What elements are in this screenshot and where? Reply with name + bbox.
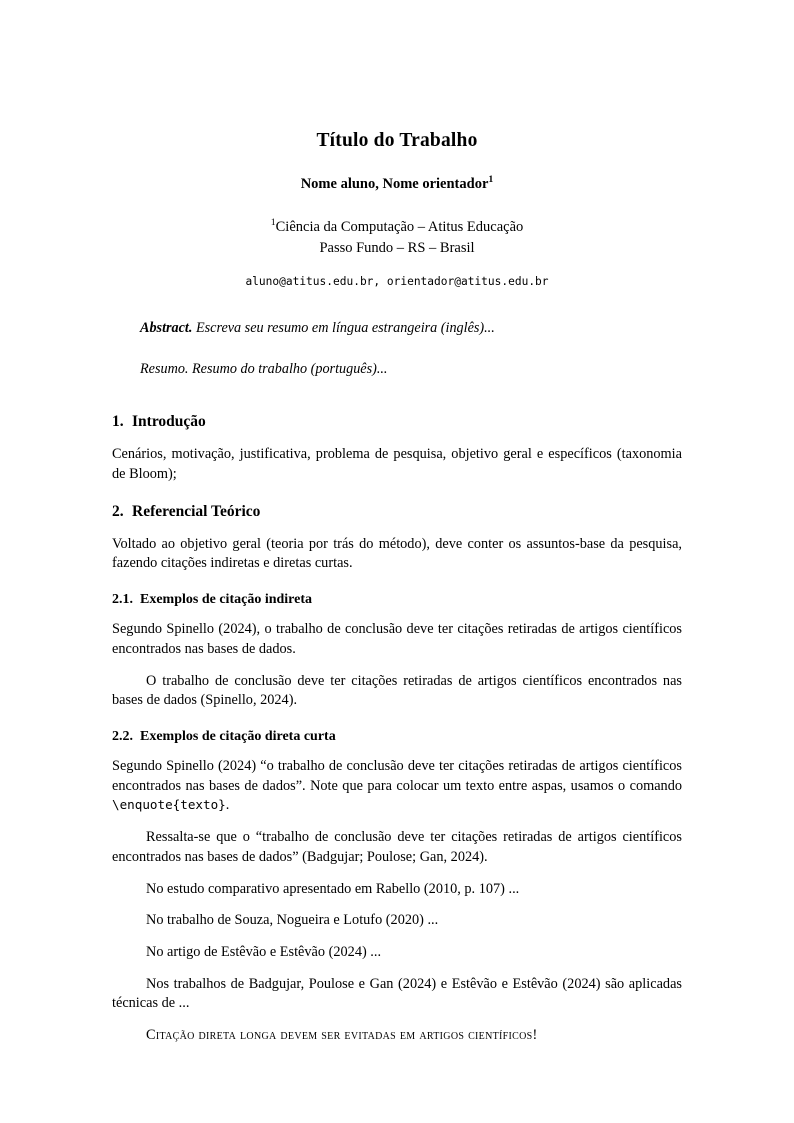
subsection-paragraph: Ressalta-se que o “trabalho de conclusão deve ter citações retiradas de artigos científicos encontrados nas bases de dados” (Badgujar; Poulose; Gan, 2024). — [112, 829, 682, 865]
page-title: Título do Trabalho — [316, 130, 478, 151]
subsection-paragraph-smallcaps: Citação direta longa devem ser evitadas em artigos científicos! — [146, 1027, 538, 1044]
resumo-text: Resumo do trabalho (português)... — [192, 360, 388, 377]
section-title: Introdução — [132, 413, 206, 431]
subsection-number: 2.1. — [112, 592, 133, 608]
author-emails: aluno@atitus.edu.br, orientador@atitus.edu.br — [245, 275, 549, 289]
section-title: Referencial Teórico — [132, 502, 261, 520]
resumo-block — [112, 359, 682, 380]
author-line — [112, 176, 682, 193]
section-number: 1. — [112, 413, 124, 431]
subsection-paragraph: O trabalho de conclusão deve ter citações retiradas de artigos científicos encontrados nas bases de dados (Spinello, 2024). — [112, 672, 682, 709]
section-number: 2. — [112, 502, 124, 520]
paragraph-text-part-2: . — [225, 797, 230, 814]
abstract-label: Abstract. — [140, 320, 193, 337]
subsection-heading-citacao-indireta — [112, 592, 682, 608]
section-paragraph: Cenários, motivação, justificativa, problema de pesquisa, objetivo geral e específicos (taxonomia de Bloom); — [112, 446, 682, 482]
subsection-paragraph: No estudo comparativo apresentado em Rabello (2010, p. 107) ... — [146, 880, 520, 897]
subsection-number: 2.2. — [112, 728, 133, 744]
author-footnote-marker: 1 — [488, 174, 494, 186]
subsection-paragraph: Nos trabalhos de Badgujar, Poulose e Gan (2024) e Estêvão e Estêvão (2024) são aplicadas técnicas de ... — [112, 975, 682, 1012]
subsection-title: Exemplos de citação indireta — [140, 592, 313, 608]
section-paragraph: Voltado ao objetivo geral (teoria por trás do método), deve conter os assuntos-base da pesquisa, fazendo citações indiretas e diretas curtas. — [112, 535, 682, 572]
affiliation-block — [112, 217, 682, 259]
affiliation-line-2: Passo Fundo – RS – Brasil — [319, 240, 475, 257]
author-names: Nome aluno, Nome orientador — [300, 176, 489, 192]
abstract-text: Escreva seu resumo em língua estrangeira (inglês)... — [195, 320, 495, 337]
section-heading-introducao — [112, 413, 682, 431]
subsection-paragraph — [112, 757, 682, 816]
subsection-paragraph: Segundo Spinello (2024), o trabalho de conclusão deve ter citações retiradas de artigos científicos encontrados nas bases de dados. — [112, 621, 682, 657]
latex-command-code: \enquote{texto} — [112, 797, 226, 813]
subsection-heading-citacao-direta-curta — [112, 729, 682, 745]
subsection-paragraph: No artigo de Estêvão e Estêvão (2024) ... — [146, 944, 382, 960]
resumo-label: Resumo. — [140, 360, 189, 377]
affiliation-footnote-marker: 1 — [270, 217, 276, 229]
subsection-title: Exemplos de citação direta curta — [140, 728, 336, 744]
paragraph-text-part-1: Segundo Spinello (2024) “o trabalho de conclusão deve ter citações retiradas de artigos científicos encontrados nas bases de dados”. Note que para colocar um texto entre aspas, usamos o comando — [112, 757, 682, 794]
subsection-paragraph: No trabalho de Souza, Nogueira e Lotufo (2020) ... — [146, 912, 439, 929]
affiliation-line-1: Ciência da Computação – Atitus Educação — [275, 219, 524, 235]
section-heading-referencial-teorico — [112, 503, 682, 521]
abstract-block — [112, 318, 682, 339]
